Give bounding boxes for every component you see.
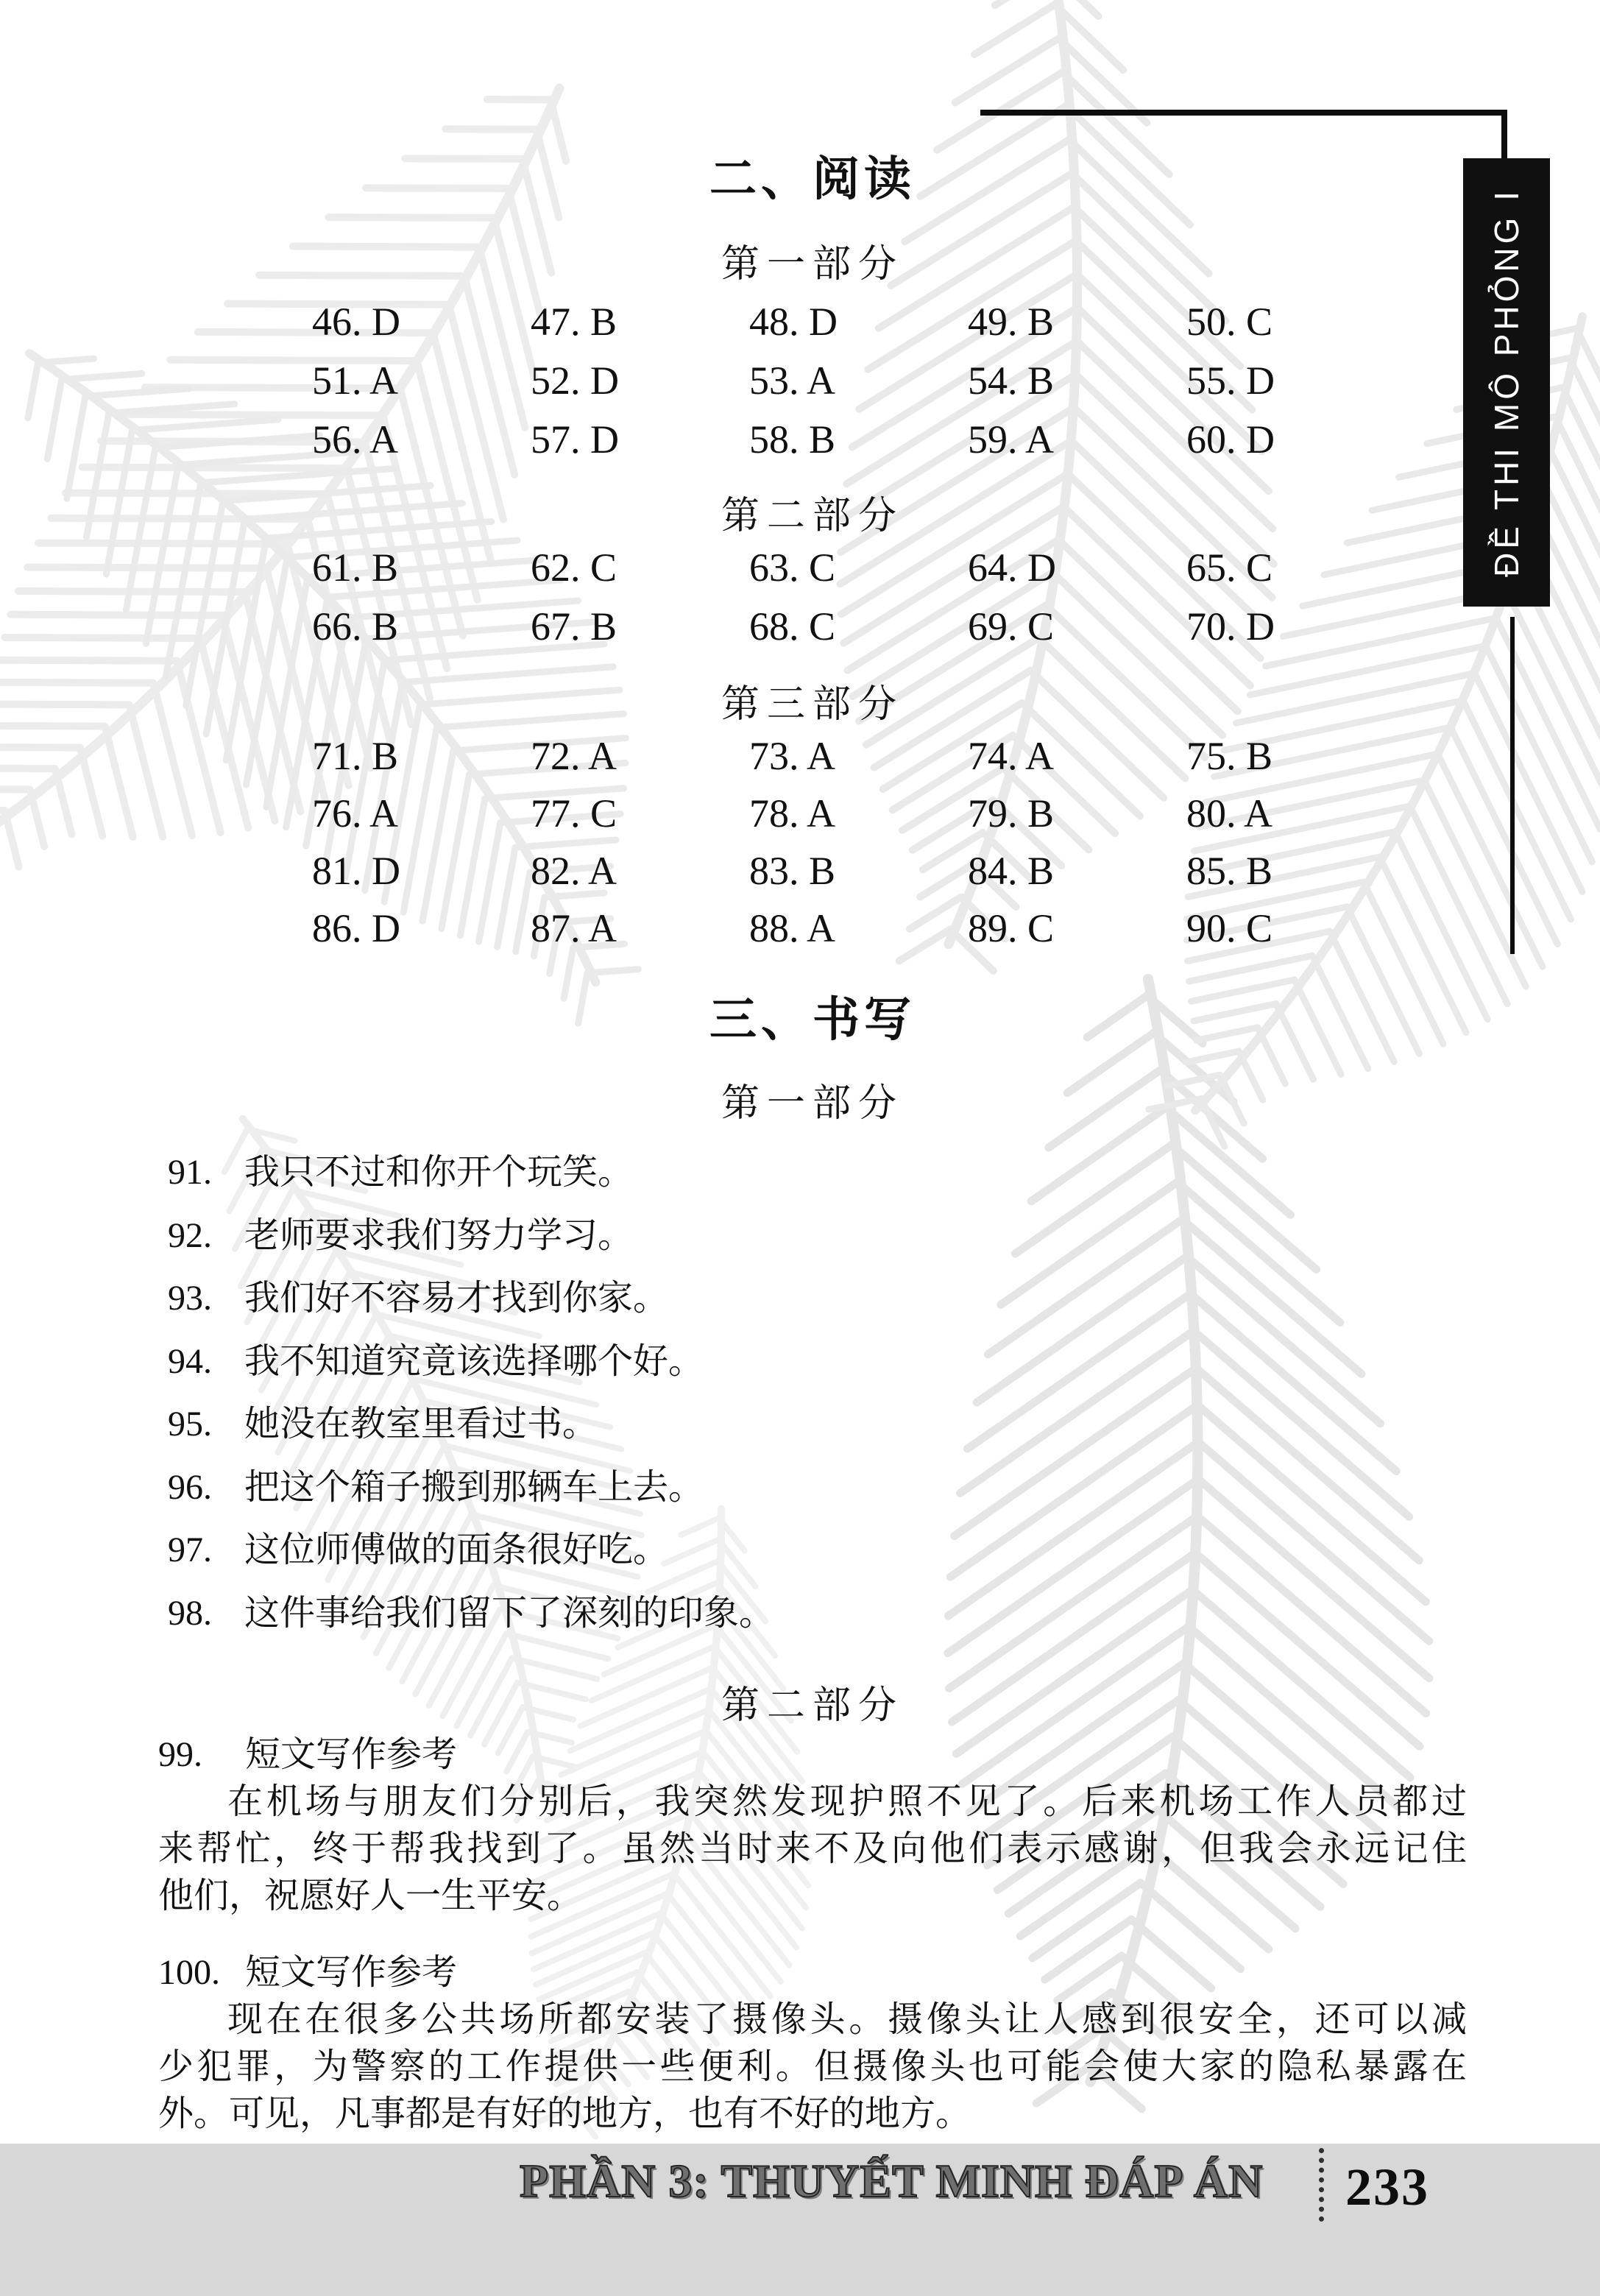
answer-item-72: 72. A — [531, 734, 617, 778]
answer-item-60: 60. D — [1186, 417, 1275, 462]
sentence-text: 我只不过和你开个玩笑。 — [244, 1153, 634, 1192]
answer-item-90: 90. C — [1186, 906, 1273, 950]
essay-item-100 — [158, 1949, 1467, 2138]
footer-dotted-divider — [1319, 2148, 1324, 2222]
answer-item-63: 63. C — [749, 545, 836, 590]
sentence-item-98 — [168, 1594, 1470, 1657]
answer-item-59: 59. A — [968, 417, 1055, 462]
reading-part3-label: 第三部分 — [721, 684, 904, 726]
corner-rule-horizontal — [980, 110, 1507, 116]
answer-grid-part1 — [312, 299, 1405, 476]
writing-part1-label: 第一部分 — [721, 1083, 904, 1125]
essay-title: 短文写作参考 — [245, 1953, 458, 1992]
answer-item-76: 76. A — [312, 791, 399, 836]
sentence-item-93 — [168, 1279, 1470, 1342]
answer-item-75: 75. B — [1186, 734, 1273, 778]
essay-line: 在机场与朋友们分别后，我突然发现护照不见了。后来机场工作人员都过 — [227, 1782, 1467, 1821]
answer-item-64: 64. D — [968, 545, 1056, 590]
answer-item-73: 73. A — [749, 734, 836, 778]
essay-line: 来帮忙，终于帮我找到了。虽然当时来不及向他们表示感谢，但我会永远记住 — [158, 1829, 1467, 1868]
answer-item-53: 53. A — [749, 358, 836, 403]
answer-item-74: 74. A — [968, 734, 1055, 778]
sidebar-stem-rule — [1510, 617, 1515, 954]
answer-item-71: 71. B — [312, 734, 399, 778]
essay-title: 短文写作参考 — [245, 1735, 458, 1774]
answer-item-46: 46. D — [312, 300, 400, 344]
answer-item-87: 87. A — [531, 906, 617, 950]
answer-item-82: 82. A — [531, 849, 617, 893]
writing-part2-label: 第二部分 — [721, 1685, 904, 1727]
sentence-text: 这件事给我们留下了深刻的印象。 — [244, 1593, 775, 1633]
answer-item-47: 47. B — [531, 300, 617, 344]
answer-item-80: 80. A — [1186, 791, 1273, 836]
answer-item-81: 81. D — [312, 849, 400, 893]
answer-item-65: 65. C — [1186, 545, 1273, 590]
answer-grid-part3 — [312, 733, 1405, 963]
sentence-item-92 — [168, 1216, 1470, 1279]
answer-item-51: 51. A — [312, 358, 399, 403]
answer-item-56: 56. A — [312, 417, 399, 462]
reading-part2-label: 第二部分 — [721, 495, 904, 537]
essay-line: 少犯罪，为警察的工作提供一些便利。但摄像头也可能会使大家的隐私暴露在 — [158, 2047, 1467, 2086]
essay-body — [158, 1996, 1467, 2138]
answer-item-55: 55. D — [1186, 358, 1275, 403]
answer-grid-part2 — [312, 545, 1405, 663]
sentence-text: 把这个箱子搬到那辆车上去。 — [244, 1467, 704, 1507]
answer-item-86: 86. D — [312, 906, 400, 950]
essay-line: 他们，祝愿好人一生平安。 — [158, 1876, 583, 1915]
sentence-text: 我们好不容易才找到你家。 — [244, 1279, 669, 1318]
essay-line: 现在在很多公共场所都安装了摄像头。摄像头让人感到很安全，还可以减 — [227, 2000, 1467, 2039]
essay-body — [158, 1778, 1467, 1920]
reading-part1-label: 第一部分 — [721, 244, 904, 286]
answer-item-48: 48. D — [749, 300, 838, 344]
sentence-item-91 — [168, 1153, 1470, 1216]
answer-item-68: 68. C — [749, 604, 836, 649]
essay-line: 外。可见，凡事都是有好的地方，也有不好的地方。 — [158, 2094, 971, 2133]
answer-item-70: 70. D — [1186, 604, 1275, 649]
answer-item-83: 83. B — [749, 849, 836, 893]
sentence-number: 96. — [168, 1467, 212, 1507]
footer-section-title: PHẦN 3: THUYẾT MINH ĐÁP ÁN — [520, 2155, 1264, 2207]
answer-item-66: 66. B — [312, 604, 399, 649]
answer-item-50: 50. C — [1186, 300, 1273, 344]
answer-item-88: 88. A — [749, 906, 836, 950]
sentence-text: 这位师傅做的面条很好吃。 — [244, 1530, 669, 1569]
answer-item-78: 78. A — [749, 791, 836, 836]
answer-item-49: 49. B — [968, 300, 1055, 344]
sentence-item-97 — [168, 1530, 1470, 1594]
essay-item-99 — [158, 1731, 1467, 1920]
answer-item-58: 58. B — [749, 417, 836, 462]
sentence-number: 94. — [168, 1341, 212, 1381]
writing-section-title: 三、书写 — [709, 994, 916, 1046]
sentence-text: 我不知道究竟该选择哪个好。 — [244, 1341, 704, 1381]
answer-item-57: 57. D — [531, 417, 619, 462]
answer-item-67: 67. B — [531, 604, 617, 649]
essay-answer-list — [158, 1731, 1467, 2138]
answer-item-84: 84. B — [968, 849, 1055, 893]
essay-number: 99. — [158, 1735, 202, 1774]
answer-item-79: 79. B — [968, 791, 1055, 836]
sentence-number: 92. — [168, 1215, 212, 1255]
essay-number: 100. — [158, 1953, 220, 1992]
answer-item-89: 89. C — [968, 906, 1055, 950]
sentence-item-95 — [168, 1405, 1470, 1468]
sentence-number: 91. — [168, 1153, 212, 1192]
sentence-answer-list — [168, 1153, 1470, 1656]
reading-section-title: 二、阅读 — [709, 153, 916, 205]
chapter-tab — [1463, 158, 1550, 607]
sentence-text: 她没在教室里看过书。 — [244, 1405, 598, 1444]
sentence-text: 老师要求我们努力学习。 — [244, 1215, 634, 1255]
answer-item-54: 54. B — [968, 358, 1055, 403]
answer-item-85: 85. B — [1186, 849, 1273, 893]
sentence-number: 98. — [168, 1593, 212, 1633]
sentence-item-96 — [168, 1468, 1470, 1531]
corner-rule-vertical — [1501, 110, 1507, 164]
answer-item-62: 62. C — [531, 545, 617, 590]
sentence-number: 95. — [168, 1405, 212, 1444]
sentence-number: 97. — [168, 1530, 212, 1569]
answer-item-69: 69. C — [968, 604, 1055, 649]
page-number: 233 — [1345, 2158, 1429, 2216]
answer-item-52: 52. D — [531, 358, 619, 403]
sentence-item-94 — [168, 1342, 1470, 1405]
sentence-number: 93. — [168, 1279, 212, 1318]
answer-item-77: 77. C — [531, 791, 617, 836]
chapter-tab-label: ĐỀ THI MÔ PHỎNG I — [1487, 188, 1526, 577]
answer-item-61: 61. B — [312, 545, 399, 590]
